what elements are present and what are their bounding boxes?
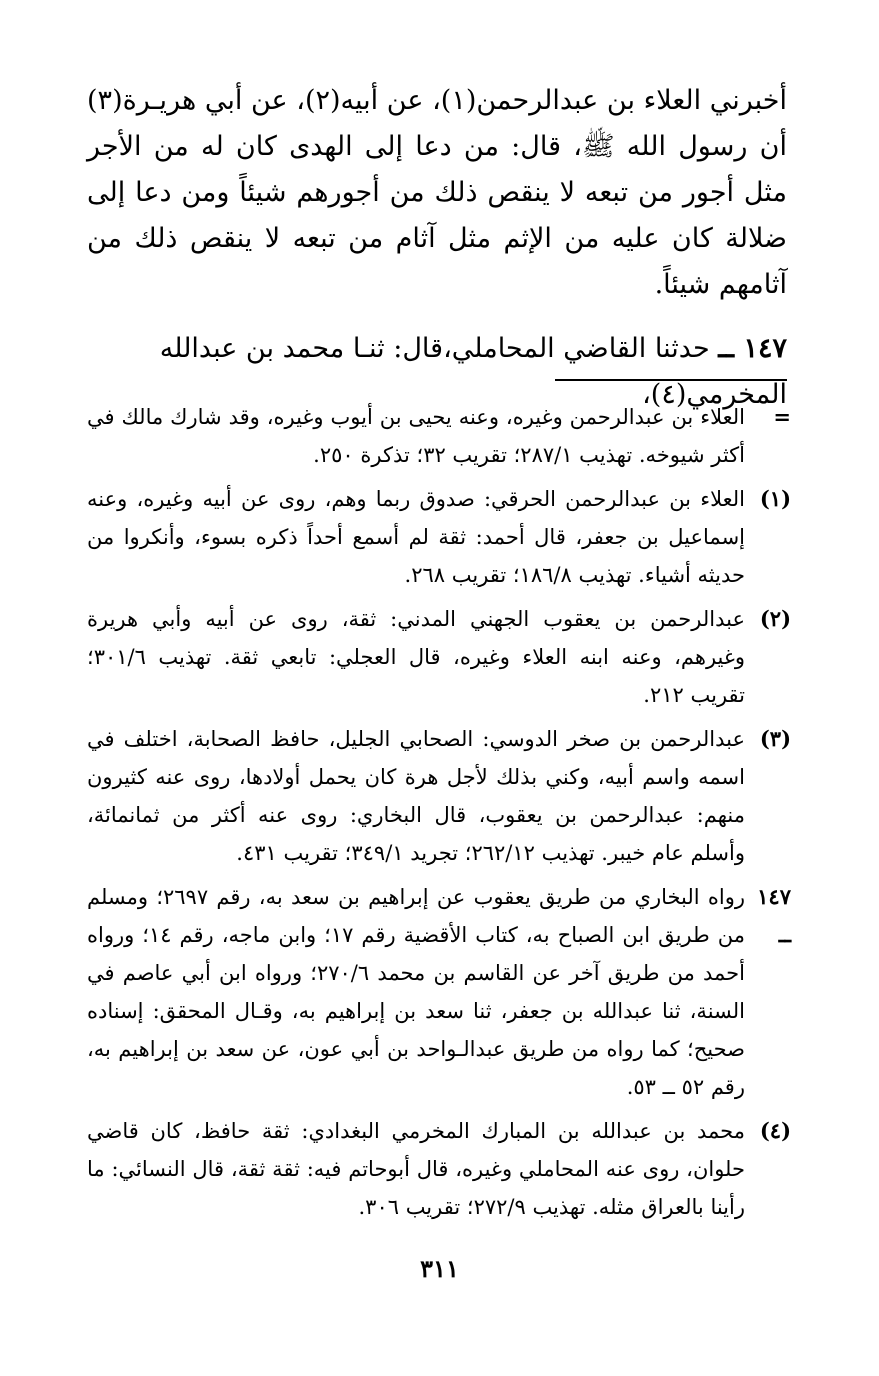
footnote-text: محمد بن عبدالله بن المبارك المخرمي البغدادي: ثقة حافظ، كان قاضي حلوان، روى عنه المحاملي وغيره، قال أبوحاتم فيه: ثقة ثقة، قال النسائي: ما رأينا بالعراق مثله. تهذيب ٢٧٢/٩؛ تقريب ٣٠٦. (87, 1119, 745, 1219)
footnote-marker: (٢) (759, 606, 791, 631)
footnote-text: العلاء بن عبدالرحمن وغيره، وعنه يحيى بن أيوب وغيره، وقد شارك مالك في أكثر شيوخه. تهذيب ٢٨٧/١؛ تقريب ٣٢؛ تذكرة ٢٥٠. (87, 405, 745, 467)
footnote-2 (87, 600, 791, 714)
footnote-1 (87, 480, 791, 594)
footnote-marker: = (773, 404, 791, 429)
footnote-147 (87, 878, 791, 1106)
footnotes (87, 398, 791, 1232)
footnote-marker: (١) (759, 486, 791, 511)
footnote-text: عبدالرحمن بن صخر الدوسي: الصحابي الجليل، حافظ الصحابة، اختلف في اسمه واسم أبيه، وكني بذلك لأجل هرة كان يحمل أولادها، روى عنه كثيرون منهم: عبدالرحمن بن يعقوب، قال البخاري: روى عنه أكثر من ثمانمائة، وأسلم عام خيبر. تهذيب ٢٦٢/١٢؛ تجريد ٣٤٩/١؛ تقريب ٤٣١. (87, 727, 745, 865)
footnote-text: العلاء بن عبدالرحمن الحرقي: صدوق ربما وهم، روى عن أبيه وغيره، وعنه إسماعيل بن جعفر، قال أحمد: ثقة لم أسمع أحداً ذكره بسوء، وأنكروا من حديثه أشياء. تهذيب ١٨٦/٨؛ تقريب ٢٦٨. (87, 487, 745, 587)
footnote-marker: (٤) (759, 1118, 791, 1143)
page-number: ٣١١ (420, 1254, 459, 1283)
footnote-continuation (87, 398, 791, 474)
footnote-4 (87, 1112, 791, 1226)
hadith-146-paragraph: أخبرني العلاء بن عبدالرحمن(١)، عن أبيه(٢)، عن أبي هريـرة(٣) أن رسول الله ﷺ، قال: من دعا إلى الهدى كان له من الأجر مثل أجور من تبعه لا ينقص ذلك من أجورهم شيئاً ومن دعا إلى ضلالة كان عليه من الإثم مثل آثام من تبعه لا ينقص ذلك من آثامهم شيئاً. (87, 85, 787, 300)
footnote-divider (555, 379, 787, 381)
main-text (87, 78, 787, 418)
footnote-3 (87, 720, 791, 872)
footnote-marker: (٣) (759, 726, 791, 751)
footnote-text: عبدالرحمن بن يعقوب الجهني المدني: ثقة، روى عن أبيه وأبي هريرة وغيرهم، وعنه ابنه العلاء وغيره، قال العجلي: تابعي ثقة. تهذيب ٣٠١/٦؛ تقريب ٢١٢. (87, 607, 745, 707)
footnote-text: رواه البخاري من طريق يعقوب عن إبراهيم بن سعد به، رقم ٢٦٩٧؛ ومسلم من طريق ابن الصباح به، كتاب الأقضية رقم ١٧؛ وابن ماجه، رقم ١٤؛ ورواه أحمد من طريق آخر عن القاسم بن محمد ٢٧٠/٦؛ ورواه ابن أبي عاصم في السنة، ثنا عبدالله بن جعفر، ثنا سعد بن إبراهيم به، وقـال المحقق: إسناده صحيح؛ كما رواه من طريق عبدالـواحد بن أبي عون، عن سعد بن إبراهيم به، رقم ٥٢ ــ ٥٣. (87, 885, 745, 1099)
hadith-147-text: حدثنا القاضي المحاملي،قال: ثنـا محمد بن عبدالله المخرمي(٤)، (159, 333, 787, 410)
footnote-marker: ١٤٧ ــ (757, 884, 791, 947)
hadith-147-number: ١٤٧ ــ (718, 333, 787, 364)
